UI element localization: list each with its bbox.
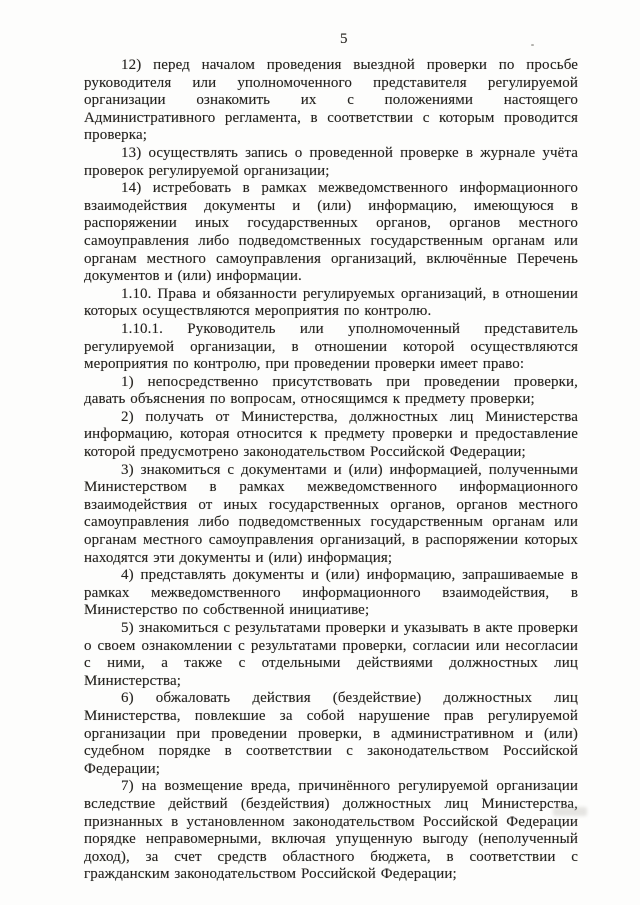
page-number: 5 <box>340 31 348 47</box>
paragraph-item-14: 14) истребовать в рамках межведомственного информационного взаимодействия документы и (или) информацию, имеющуюся в распоряжении иных государственных органов, органов местного самоуправления либо подведомственных государственным органам или органам местного самоуправления организаций, включённые Перечень документов и (или) информации. <box>84 180 578 285</box>
paragraph-subitem-7: 7) на возмещение вреда, причинённого регулируемой организации вследствие действий (бездействия) должностных лиц Министерства, признанных в установленном законодательством Российской Федерации порядке неправомерными, включая упущенную выгоду (неполученный доход), за счет средств областного бюджета, в соответствии с гражданским законодательством Российской Федерации; <box>84 778 578 883</box>
paragraph-subitem-2: 2) получать от Министерства, должностных лиц Министерства информацию, которая относится к предмету проверки и предоставление которой предусмотрено законодательством Российской Федерации; <box>84 408 578 461</box>
paragraph-clause-1-10-1: 1.10.1. Руководитель или уполномоченный представитель регулируемой организации, в отношении которой осуществляются мероприятия по контролю, при проведении проверки имеет право: <box>84 320 578 373</box>
document-text-block <box>84 57 578 884</box>
paragraph-subitem-6: 6) обжаловать действия (бездействие) должностных лиц Министерства, повлекшие за собой нарушение прав регулируемой организации при проведении проверки, в административном и (или) судебном порядке в соответствии с законодательством Российской Федерации; <box>84 690 578 777</box>
paragraph-item-12: 12) перед началом проведения выездной проверки по просьбе руководителя или уполномоченного представителя регулируемой организации ознакомить их с положениями настоящего Административного регламента, в соответствии с которым проводится проверка; <box>84 57 578 144</box>
paragraph-subitem-5: 5) знакомиться с результатами проверки и указывать в акте проверки о своем ознакомлении с результатами проверки, согласии или несогласии с ними, а также с отдельными действиями должностных лиц Министерства; <box>84 620 578 689</box>
paragraph-subitem-1: 1) непосредственно присутствовать при проведении проверки, давать объяснения по вопросам, относящимся к предмету проверки; <box>84 373 578 408</box>
scan-speck <box>531 44 534 46</box>
scan-bleed-artifact <box>553 807 587 816</box>
paragraph-item-13: 13) осуществлять запись о проведенной проверке в журнале учёта проверок регулируемой организации; <box>84 144 578 179</box>
paragraph-clause-1-10: 1.10. Права и обязанности регулируемых организаций, в отношении которых осуществляются мероприятия по контролю. <box>84 285 578 320</box>
paragraph-subitem-4: 4) представлять документы и (или) информацию, запрашиваемые в рамках межведомственного информационного взаимодействия, в Министерство по собственной инициативе; <box>84 567 578 619</box>
paragraph-subitem-3: 3) знакомиться с документами и (или) информацией, полученными Министерством в рамках межведомственного информационного взаимодействия от иных государственных органов, органов местного самоуправления либо подведомственных государственным органам или органам местного самоуправления организаций, в распоряжении которых находятся эти документы и (или) информация; <box>84 461 578 566</box>
